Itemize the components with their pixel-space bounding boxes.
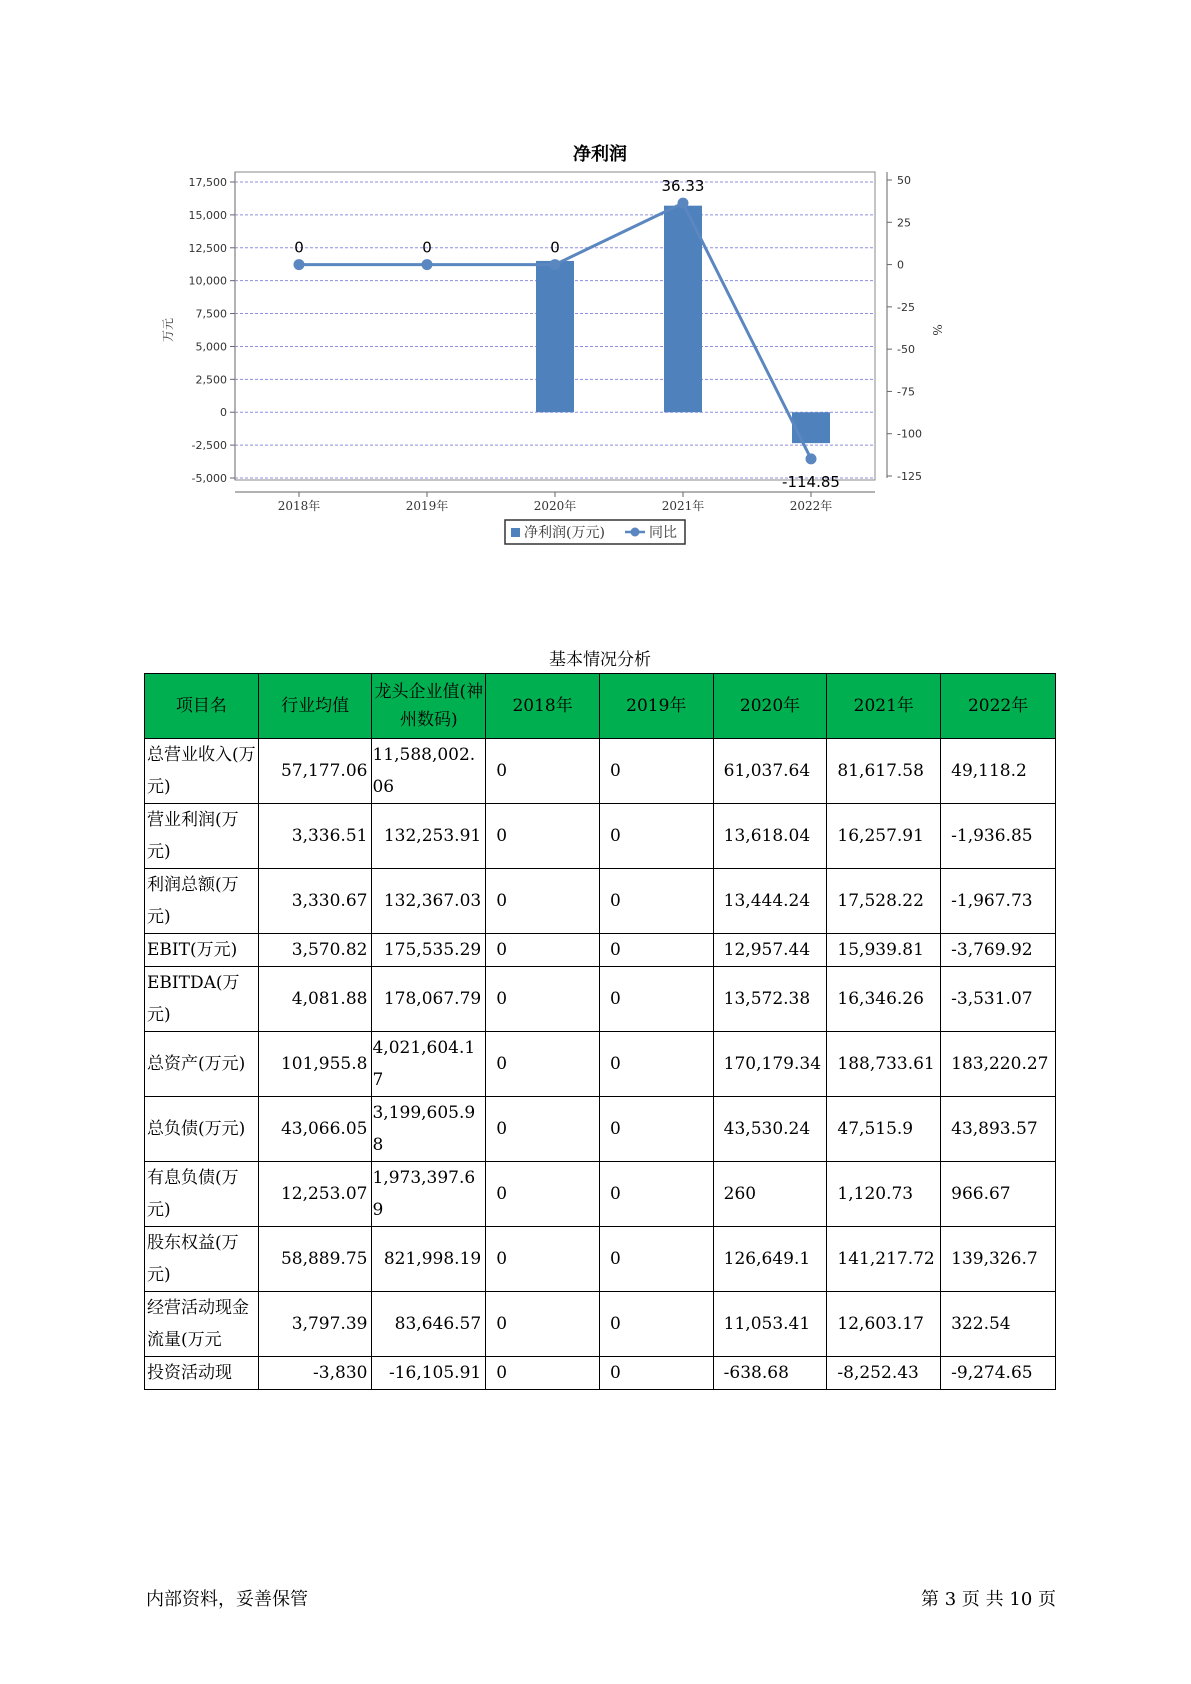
- legend-bar-swatch: [511, 528, 520, 537]
- chart-canvas: [150, 135, 1050, 595]
- table-cell: 132,253.91: [372, 804, 486, 869]
- table-header-row: [145, 674, 1056, 739]
- table-cell: 13,572.38: [713, 967, 827, 1032]
- y2-tick-label: -100: [897, 427, 922, 441]
- y2-tick-label: 50: [897, 174, 911, 187]
- y2-tick-label: -25: [897, 300, 915, 314]
- y-tick-label: -5,000: [191, 472, 227, 485]
- table-cell: 61,037.64: [713, 739, 827, 804]
- table-cell: 1,973,397.69: [372, 1162, 486, 1227]
- table-cell: 17,528.22: [827, 869, 941, 934]
- yoy-point: [550, 259, 561, 270]
- table-cell: 322.54: [941, 1292, 1056, 1357]
- y-tick-label: 2,500: [195, 373, 227, 387]
- y-tick-label: 7,500: [195, 307, 227, 321]
- table-cell: 101,955.8: [258, 1032, 372, 1097]
- yoy-point: [422, 259, 433, 270]
- table-cell: 16,346.26: [827, 967, 941, 1032]
- table-cell: 0: [486, 869, 600, 934]
- table-cell: 11,053.41: [713, 1292, 827, 1357]
- legend-bar-label: 净利润(万元): [524, 525, 605, 541]
- yoy-data-label: 36.33: [661, 177, 705, 196]
- x-tick-label: 2021年: [661, 499, 705, 513]
- table-cell: 0: [599, 1097, 713, 1162]
- y-tick-label: 5,000: [195, 340, 227, 354]
- row-item-name: 股东权益(万元): [145, 1227, 259, 1292]
- row-item-name: EBIT(万元): [145, 934, 259, 967]
- y-tick-label: 10,000: [188, 274, 227, 288]
- table-header-cell: 2021年: [827, 674, 941, 739]
- table-header-cell: 项目名: [145, 674, 259, 739]
- table-cell: 0: [599, 869, 713, 934]
- table-cell: 0: [599, 1162, 713, 1227]
- table-cell: -3,531.07: [941, 967, 1056, 1032]
- table-cell: 3,570.82: [258, 934, 372, 967]
- x-tick-label: 2019年: [405, 499, 449, 513]
- table-cell: 126,649.1: [713, 1227, 827, 1292]
- y-tick-label: 0: [220, 406, 227, 420]
- table-cell: 0: [599, 1032, 713, 1097]
- y2-tick-label: -50: [897, 343, 915, 357]
- y-tick-label: 17,500: [188, 176, 227, 189]
- table-cell: -9,274.65: [941, 1357, 1056, 1390]
- y-tick-label: -2,500: [191, 439, 227, 453]
- y2-axis-title: %: [930, 324, 944, 336]
- y-tick-label: 15,000: [188, 208, 227, 222]
- row-item-name: 总负债(万元): [145, 1097, 259, 1162]
- basic-analysis-table: [144, 673, 1056, 1390]
- table-cell: 0: [599, 1292, 713, 1357]
- y-tick-label: 12,500: [188, 241, 227, 255]
- row-item-name: EBITDA(万元): [145, 967, 259, 1032]
- table-cell: 132,367.03: [372, 869, 486, 934]
- table-cell: 0: [486, 739, 600, 804]
- table-cell: 0: [599, 739, 713, 804]
- legend-line-label: 同比: [649, 525, 677, 541]
- table-cell: 13,618.04: [713, 804, 827, 869]
- table-body: [145, 739, 1056, 1390]
- table-cell: 183,220.27: [941, 1032, 1056, 1097]
- table-row: [145, 934, 1056, 967]
- y-axis-title: 万元: [161, 317, 175, 343]
- yoy-point: [678, 198, 689, 209]
- table-cell: 0: [486, 1097, 600, 1162]
- table-cell: -16,105.91: [372, 1357, 486, 1390]
- yoy-data-label: 0: [294, 238, 304, 257]
- table-row: [145, 1032, 1056, 1097]
- net-profit-bar: [792, 412, 830, 443]
- net-profit-bar: [664, 206, 702, 413]
- table-row: [145, 967, 1056, 1032]
- table-cell: 175,535.29: [372, 934, 486, 967]
- footer-page-number: 第 3 页 共 10 页: [921, 1589, 1056, 1610]
- table-cell: 4,021,604.17: [372, 1032, 486, 1097]
- net-profit-chart: [150, 135, 1050, 595]
- table-cell: 43,893.57: [941, 1097, 1056, 1162]
- table-cell: -638.68: [713, 1357, 827, 1390]
- table-cell: -1,936.85: [941, 804, 1056, 869]
- table-cell: 0: [486, 1292, 600, 1357]
- row-item-name: 总营业收入(万元): [145, 739, 259, 804]
- table-row: [145, 869, 1056, 934]
- yoy-data-label: -114.85: [782, 472, 840, 491]
- table-cell: 0: [599, 1227, 713, 1292]
- table-header-cell: 行业均值: [258, 674, 372, 739]
- y2-tick-label: 25: [897, 216, 911, 230]
- x-tick-label: 2022年: [789, 499, 833, 513]
- row-item-name: 利润总额(万元): [145, 869, 259, 934]
- table-cell: 3,330.67: [258, 869, 372, 934]
- table-cell: 3,797.39: [258, 1292, 372, 1357]
- table-cell: 15,939.81: [827, 934, 941, 967]
- table-row: [145, 1097, 1056, 1162]
- table-cell: -3,769.92: [941, 934, 1056, 967]
- table-cell: 43,530.24: [713, 1097, 827, 1162]
- row-item-name: 投资活动现: [145, 1357, 259, 1390]
- table-cell: 178,067.79: [372, 967, 486, 1032]
- table-cell: -8,252.43: [827, 1357, 941, 1390]
- table-cell: 0: [599, 934, 713, 967]
- y2-tick-label: 0: [897, 258, 904, 272]
- table-cell: 0: [486, 967, 600, 1032]
- row-item-name: 有息负债(万元): [145, 1162, 259, 1227]
- table-cell: 0: [486, 1227, 600, 1292]
- row-item-name: 经营活动现金流量(万元: [145, 1292, 259, 1357]
- net-profit-bar: [536, 261, 574, 412]
- table-cell: 13,444.24: [713, 869, 827, 934]
- table-row: [145, 804, 1056, 869]
- legend-line-marker: [631, 528, 640, 537]
- table-cell: 12,253.07: [258, 1162, 372, 1227]
- table-cell: 0: [486, 804, 600, 869]
- table-cell: 170,179.34: [713, 1032, 827, 1097]
- table-cell: 49,118.2: [941, 739, 1056, 804]
- table-cell: 0: [486, 1162, 600, 1227]
- table-cell: 1,120.73: [827, 1162, 941, 1227]
- table-header-cell: 2018年: [486, 674, 600, 739]
- yoy-data-label: 0: [550, 238, 560, 257]
- table-header-cell: 2019年: [599, 674, 713, 739]
- table-caption: 基本情况分析: [549, 650, 651, 670]
- table-header-cell: 2020年: [713, 674, 827, 739]
- table-row: [145, 739, 1056, 804]
- table-row: [145, 1162, 1056, 1227]
- table-cell: 0: [486, 1032, 600, 1097]
- row-item-name: 总资产(万元): [145, 1032, 259, 1097]
- table-cell: 0: [599, 967, 713, 1032]
- table-cell: 4,081.88: [258, 967, 372, 1032]
- table-row: [145, 1357, 1056, 1390]
- table-row: [145, 1292, 1056, 1357]
- table-cell: 821,998.19: [372, 1227, 486, 1292]
- footer-confidential-note: 内部资料，妥善保管: [146, 1589, 308, 1610]
- y2-tick-label: -125: [897, 470, 922, 483]
- table-cell: 0: [486, 1357, 600, 1390]
- table-cell: 12,603.17: [827, 1292, 941, 1357]
- table-cell: 966.67: [941, 1162, 1056, 1227]
- table-cell: 0: [599, 804, 713, 869]
- yoy-point: [806, 453, 817, 464]
- table-header-cell: 2022年: [941, 674, 1056, 739]
- table-cell: 81,617.58: [827, 739, 941, 804]
- table-cell: 141,217.72: [827, 1227, 941, 1292]
- table-cell: 3,199,605.98: [372, 1097, 486, 1162]
- table-cell: -3,830: [258, 1357, 372, 1390]
- row-item-name: 营业利润(万元): [145, 804, 259, 869]
- table-cell: 139,326.7: [941, 1227, 1056, 1292]
- chart-title: 净利润: [573, 144, 627, 165]
- table-cell: 83,646.57: [372, 1292, 486, 1357]
- table-cell: -1,967.73: [941, 869, 1056, 934]
- table-cell: 188,733.61: [827, 1032, 941, 1097]
- table-cell: 11,588,002.06: [372, 739, 486, 804]
- table-cell: 16,257.91: [827, 804, 941, 869]
- table-cell: 12,957.44: [713, 934, 827, 967]
- table-cell: 43,066.05: [258, 1097, 372, 1162]
- y2-tick-label: -75: [897, 385, 915, 399]
- yoy-data-label: 0: [422, 238, 432, 257]
- table-cell: 47,515.9: [827, 1097, 941, 1162]
- table-row: [145, 1227, 1056, 1292]
- table-header-cell: 龙头企业值(神州数码): [372, 674, 486, 739]
- table-cell: 0: [486, 934, 600, 967]
- table-cell: 0: [599, 1357, 713, 1390]
- x-tick-label: 2020年: [533, 499, 577, 513]
- table-cell: 3,336.51: [258, 804, 372, 869]
- table-cell: 57,177.06: [258, 739, 372, 804]
- table-cell: 260: [713, 1162, 827, 1227]
- yoy-point: [294, 259, 305, 270]
- x-tick-label: 2018年: [277, 499, 321, 513]
- table-cell: 58,889.75: [258, 1227, 372, 1292]
